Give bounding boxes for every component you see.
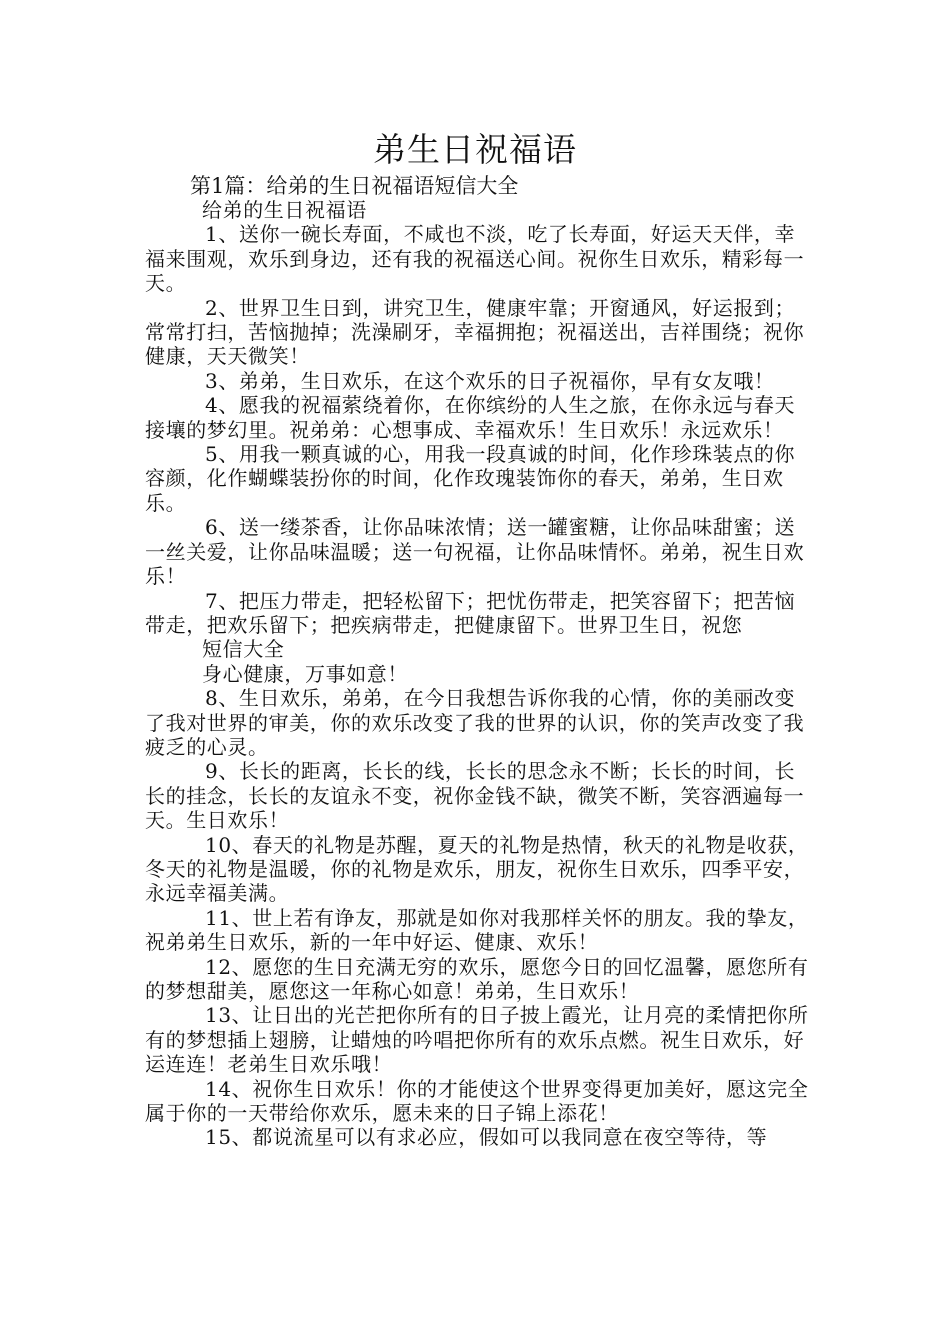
paragraph-11: 11、世上若有诤友，那就是如你对我那样关怀的朋友。我的挚友，祝弟弟生日欢乐，新的一年中好运、健康、欢乐！ bbox=[145, 905, 809, 955]
document-body bbox=[145, 198, 815, 1150]
paragraph-4: 4、愿我的祝福萦绕着你，在你缤纷的人生之旅，在你永远与春天接壤的梦幻里。祝弟弟：心想事成、幸福欢乐！生日欢乐！永远欢乐！ bbox=[145, 393, 796, 442]
section-title: 第1篇：给弟的生日祝福语短信大全 bbox=[190, 174, 519, 198]
paragraph-5: 5、用我一颗真诚的心，用我一段真诚的时间，化作珍珠装点的你容颜，化作蝴蝶装扮你的时间，化作玫瑰装饰你的春天，弟弟，生日欢乐。 bbox=[145, 442, 796, 515]
paragraph-9: 9、长长的距离，长长的线，长长的思念永不断；长长的时间，长长的挂念，长长的友谊永不变，祝你金钱不缺，微笑不断，笑容洒遍每一天。生日欢乐！ bbox=[145, 759, 805, 833]
paragraph-12: 12、愿您的生日充满无穷的欢乐，愿您今日的回忆温馨，愿您所有的梦想甜美，愿您这一年称心如意！弟弟，生日欢乐！ bbox=[145, 954, 809, 1003]
paragraph-13: 13、让日出的光芒把你所有的日子披上霞光，让月亮的柔情把你所有的梦想插上翅膀，让蜡烛的吟唱把你所有的欢乐点燃。祝生日欢乐，好运连连！老弟生日欢乐哦！ bbox=[145, 1003, 809, 1077]
paragraph-8: 8、生日欢乐，弟弟，在今日我想告诉你我的心情，你的美丽改变了我对世界的审美，你的欢乐改变了我的世界的认识，你的笑声改变了我疲乏的心灵。 bbox=[145, 686, 805, 759]
paragraph-7: 7、把压力带走，把轻松留下；把忧伤带走，把笑容留下；把苦恼带走，把欢乐留下；把疾病带走，把健康留下。世界卫生日，祝您 bbox=[145, 588, 796, 637]
subtitle: 给弟的生日祝福语 bbox=[202, 198, 367, 222]
continuation-line: 身心健康，万事如意！ bbox=[202, 661, 408, 686]
paragraph-6: 6、送一缕茶香，让你品味浓情；送一罐蜜糖，让你品味甜蜜；送一丝关爱，让你品味温暖；送一句祝福，让你品味情怀。弟弟，祝生日欢乐！ bbox=[145, 515, 805, 589]
paragraph-10: 10、春天的礼物是苏醒，夏天的礼物是热情，秋天的礼物是收获，冬天的礼物是温暖，你的礼物是欢乐，朋友，祝你生日欢乐，四季平安，永远幸福美满。 bbox=[145, 832, 809, 906]
document-title: 弟生日祝福语 bbox=[373, 130, 577, 169]
paragraph-14: 14、祝你生日欢乐！你的才能使这个世界变得更加美好，愿这完全属于你的一天带给你欢乐，愿未来的日子锦上添花！ bbox=[145, 1076, 809, 1126]
paragraph-1: 1、送你一碗长寿面，不咸也不淡，吃了长寿面，好运天天伴，幸福来围观，欢乐到身边，还有我的祝福送心间。祝你生日欢乐，精彩每一天。 bbox=[145, 222, 805, 296]
paragraph-2: 2、世界卫生日到，讲究卫生，健康牢靠；开窗通风，好运报到；常常打扫，苦恼抛掉；洗澡刷牙，幸福拥抱；祝福送出，吉祥围绕；祝你健康，天天微笑！ bbox=[145, 295, 805, 369]
paragraph-15: 15、都说流星可以有求必应，假如可以我同意在夜空等待，等 bbox=[205, 1125, 768, 1150]
paragraph-3: 3、弟弟，生日欢乐，在这个欢乐的日子祝福你，早有女友哦！ bbox=[205, 368, 775, 393]
short-message-heading: 短信大全 bbox=[202, 637, 285, 662]
